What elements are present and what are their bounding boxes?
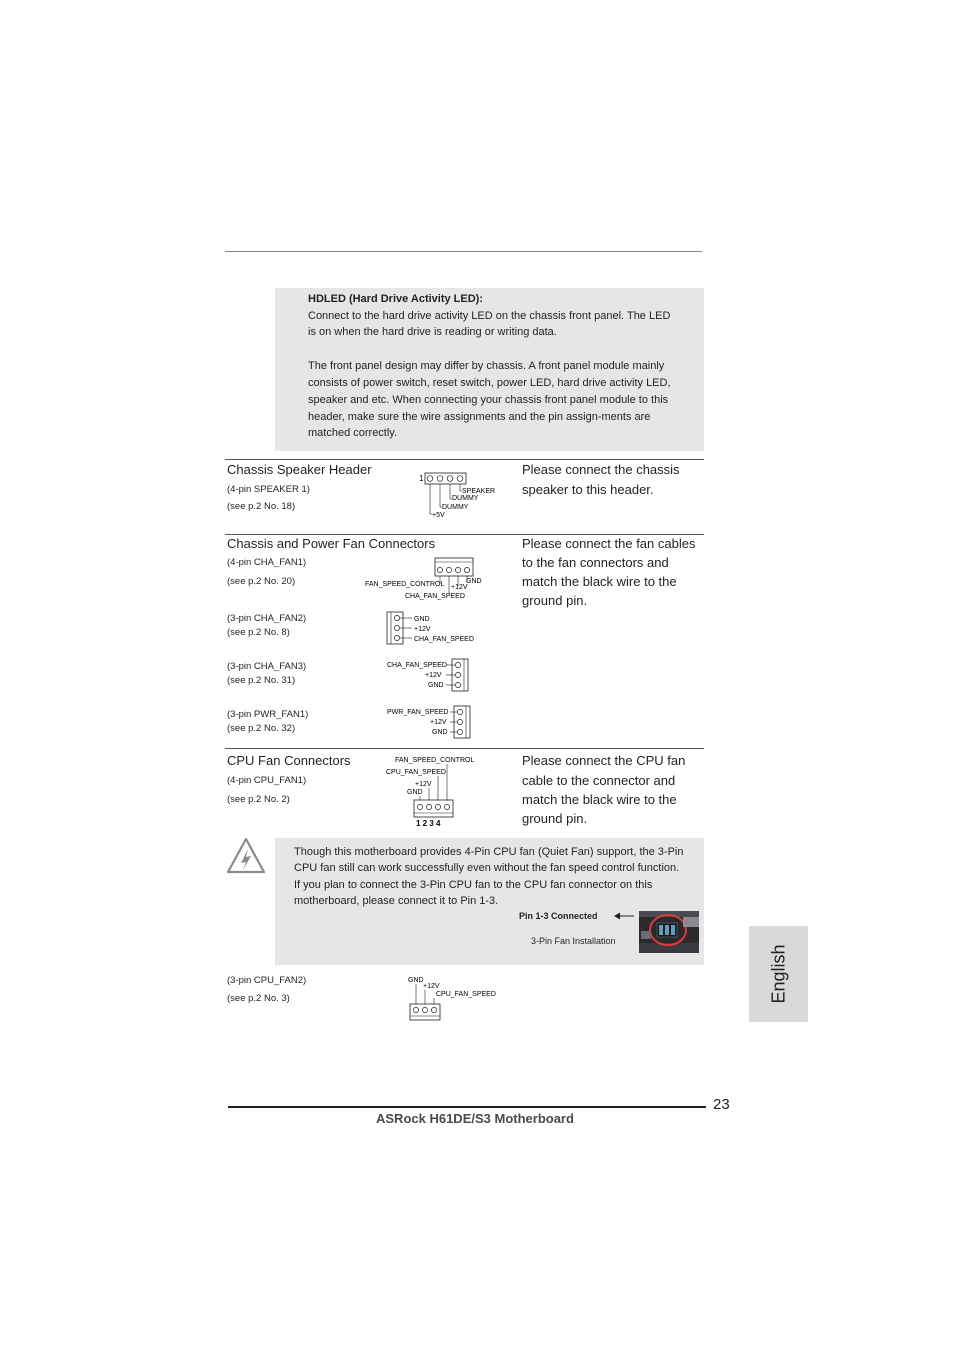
pwr-fan1-label-12v: +12V (430, 719, 447, 726)
cpu-fan2-label-speed: CPU_FAN_SPEED (436, 991, 496, 998)
cha-fan1-label-speed: CHA_FAN_SPEED (405, 593, 465, 600)
note-line4: motherboard, please connect it to Pin 1-3. (294, 895, 499, 907)
cpu-fan1-label-12v: +12V (415, 781, 432, 788)
cpu-fan2-pin: (3-pin CPU_FAN2) (227, 975, 307, 986)
cpu-fan1-label-gnd: GND (407, 789, 423, 796)
cha-fan2-see: (see p.2 No. 8) (227, 627, 290, 638)
speaker-pin: (4-pin SPEAKER 1) (227, 484, 310, 495)
cha-fan3-label-gnd: GND (428, 682, 444, 689)
cha-fan1-see: (see p.2 No. 20) (227, 576, 296, 587)
cha-fan1-label-12v: +12V (451, 584, 468, 591)
speaker-header-diagram (418, 470, 498, 520)
chassis-fan-desc3: match the black wire to the (522, 574, 677, 589)
cha-fan1-label-control: FAN_SPEED_CONTROL (365, 581, 445, 588)
cpu-fan1-label-speed: CPU_FAN_SPEED (386, 769, 446, 776)
top-rule (225, 251, 702, 252)
cha-fan2-label-gnd: GND (414, 616, 430, 623)
hdled-p2-line3: speaker and etc. When connecting your chassis front panel module to this (308, 394, 669, 406)
cpu-fan-title: CPU Fan Connectors (227, 753, 351, 768)
cpu-fan2-see: (see p.2 No. 3) (227, 993, 290, 1004)
cha-fan3-see: (see p.2 No. 31) (227, 675, 296, 686)
cha-fan3-label-speed: CHA_FAN_SPEED (387, 662, 447, 669)
pin13-label: Pin 1-3 Connected (519, 911, 598, 921)
pwr-fan1-pin: (3-pin PWR_FAN1) (227, 709, 309, 720)
hdled-title: HDLED (Hard Drive Activity LED): (308, 293, 484, 305)
fan-installation-photo (639, 911, 699, 953)
install-label: 3-Pin Fan Installation (531, 936, 616, 946)
arrow-left-icon (613, 911, 635, 921)
cpu-fan1-label-control: FAN_SPEED_CONTROL (395, 757, 475, 764)
speaker-label-5v: +5V (432, 512, 445, 519)
speaker-label-dummy2: DUMMY (442, 504, 469, 511)
cha-fan2-diagram (384, 611, 484, 645)
cha-fan3-pin: (3-pin CHA_FAN3) (227, 661, 307, 672)
language-tab (749, 926, 808, 1022)
footer-title: ASRock H61DE/S3 Motherboard (376, 1111, 574, 1126)
hdled-p2-line4: header, make sure the wire assignments and the pin assign-ments are (308, 411, 651, 423)
pwr-fan1-label-gnd: GND (432, 729, 448, 736)
hdled-line2: is on when the hard drive is reading or writing data. (308, 326, 557, 338)
pwr-fan1-label-speed: PWR_FAN_SPEED (387, 709, 449, 716)
cha-fan1-label-gnd: GND (466, 578, 482, 585)
cpu-fan1-pin: (4-pin CPU_FAN1) (227, 775, 307, 786)
cpu-fan1-pin-numbers: 1 2 3 4 (416, 819, 441, 828)
cha-fan1-diagram (360, 556, 490, 602)
speaker-see: (see p.2 No. 18) (227, 501, 296, 512)
cpu-fan1-see: (see p.2 No. 2) (227, 794, 290, 805)
cha-fan1-pin: (4-pin CHA_FAN1) (227, 557, 307, 568)
hdled-p2-line2: consists of power switch, reset switch, power LED, hard drive activity LED, (308, 377, 671, 389)
cha-fan3-diagram (384, 658, 474, 692)
chassis-fan-desc4: ground pin. (522, 593, 588, 608)
page-number: 23 (713, 1096, 730, 1113)
speaker-title: Chassis Speaker Header (227, 462, 372, 477)
speaker-pin1-label: 1 (419, 474, 424, 483)
speaker-label-dummy1: DUMMY (452, 495, 479, 502)
cha-fan2-pin: (3-pin CHA_FAN2) (227, 613, 307, 624)
pwr-fan1-see: (see p.2 No. 32) (227, 723, 296, 734)
hdled-p2-line5: matched correctly. (308, 427, 398, 439)
hdled-line1: Connect to the hard drive activity LED on the chassis front panel. The LED (308, 310, 671, 322)
note-line1: Though this motherboard provides 4-Pin CPU fan (Quiet Fan) support, the 3-Pin (294, 846, 684, 858)
chassis-fan-desc1: Please connect the fan cables (522, 536, 696, 551)
cpu-fan-rule (225, 748, 704, 749)
cpu-fan2-label-12v: +12V (423, 983, 440, 990)
cha-fan2-label-12v: +12V (414, 626, 431, 633)
speaker-label-speaker: SPEAKER (462, 488, 496, 495)
speaker-desc2: speaker to this header. (522, 482, 654, 497)
cha-fan3-label-12v: +12V (425, 672, 442, 679)
cpu-fan-desc2: cable to the connector and (522, 773, 676, 788)
language-tab-label: English (768, 944, 789, 1004)
cpu-fan2-diagram (406, 974, 498, 1024)
hdled-p2-line1: The front panel design may differ by chassis. A front panel module mainly (308, 360, 665, 372)
footer-rule (228, 1106, 706, 1108)
speaker-desc1: Please connect the chassis (522, 462, 680, 477)
cpu-fan2-label-gnd: GND (408, 977, 424, 984)
pwr-fan1-diagram (384, 705, 476, 739)
cpu-fan-desc1: Please connect the CPU fan (522, 753, 686, 768)
cha-fan2-label-speed: CHA_FAN_SPEED (414, 636, 474, 643)
cpu-fan-desc3: match the black wire to the (522, 792, 677, 807)
note-line3: If you plan to connect the 3-Pin CPU fan to the CPU fan connector on this (294, 879, 653, 891)
note-line2: CPU fan still can work successfully even without the fan speed control function. (294, 862, 680, 874)
cpu-fan-desc4: ground pin. (522, 811, 588, 826)
cpu-fan1-diagram (382, 753, 482, 829)
warning-icon (226, 836, 266, 876)
chassis-fan-title: Chassis and Power Fan Connectors (227, 536, 436, 551)
chassis-fan-desc2: to the fan connectors and (522, 555, 669, 570)
